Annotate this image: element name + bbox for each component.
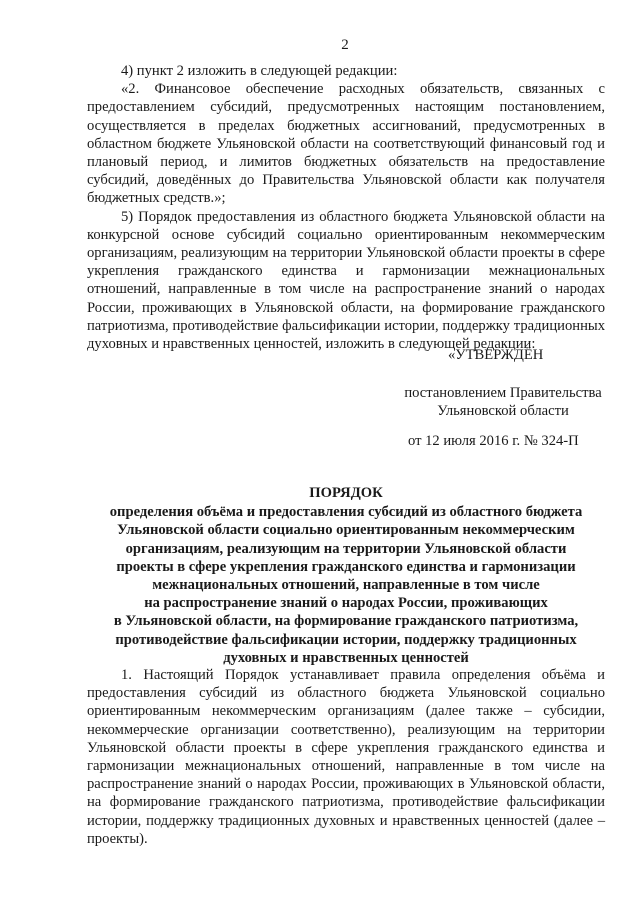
amendment-item-4: 4) пункт 2 изложить в следующей редакции:: [121, 63, 398, 79]
procedure-title-block: [70, 484, 622, 667]
procedure-title-line: проекты в сфере укрепления гражданского единства и гармонизации: [116, 558, 576, 575]
procedure-title-line: межнациональных отношений, направленные в том числе: [152, 577, 540, 594]
procedure-body: [87, 666, 605, 848]
page-number: 2: [341, 37, 349, 53]
procedure-title-line: Ульяновской области социально ориентированным некоммерческим: [117, 522, 575, 539]
amendment-item-5: 5) Порядок предоставления из областного бюджета Ульяновской области на конкурсной основе субсидий социально ориентированным некоммерческим организациям, реализующим на территории Ульяновской области проекты в сфере укрепления гражданского единства и гармонизации межнациональных отношений, направленные в том числе на распространение знаний о народах России, проживающих в Ульяновской области, на формирование гражданского патриотизма, противодействие фальсификации истории, поддержку традиционных духовных и нравственных ценностей, изложить в следующей редакции:: [87, 208, 605, 353]
approval-date: от 12 июля 2016 г. № 324-П: [408, 433, 579, 449]
amendment-intro-block: [87, 62, 605, 353]
approval-authority: [398, 384, 608, 420]
procedure-title-line: организациям, реализующим на территории Ульяновской области: [125, 540, 567, 557]
procedure-title-line: определения объёма и предоставления субсидий из областного бюджета: [109, 504, 583, 521]
procedure-clause-1: 1. Настоящий Порядок устанавливает правила определения объёма и предоставления субсидий из областного бюджета Ульяновской социально ориентированным некоммерческим организациям (далее также – субсидии, некоммерческие организации соответственно), реализующим на территории Ульяновской области проекты в сфере укрепления гражданского единства и гармонизации межнациональных отношений, направленные в том числе на распространение знаний о народах России, проживающих в Ульяновской области, на формирование гражданского патриотизма, противодействие фальсификации истории, поддержку традиционных духовных и нравственных ценностей (далее – проекты).: [87, 667, 605, 847]
procedure-title-line: в Ульяновской области, на формирование гражданского патриотизма,: [113, 613, 579, 630]
approval-authority-line-2: Ульяновской области: [437, 403, 569, 420]
procedure-title-line: на распространение знаний о народах России, проживающих: [144, 595, 548, 612]
financing-clause-quote: «2. Финансовое обеспечение расходных обязательств, связанных с предоставлением субсидий, предусмотренных настоящим постановлением, осуществляется в пределах бюджетных ассигнований, предусмотренных в областном бюджете Ульяновской области на соответствующий финансовый год и плановый период, и лимитов бюджетных обязательств на предоставление субсидий, доведённых до Правительства Ульяновской области как получателя бюджетных средств.»;: [87, 81, 605, 207]
procedure-title-line: духовных и нравственных ценностей: [223, 649, 469, 666]
procedure-title-line: противодействие фальсификации истории, поддержку традиционных: [115, 631, 577, 648]
approval-authority-line-1: постановлением Правительства: [404, 385, 602, 401]
approval-stamp-title: «УТВЕРЖДЁН: [448, 347, 544, 363]
procedure-heading: ПОРЯДОК: [309, 485, 383, 501]
